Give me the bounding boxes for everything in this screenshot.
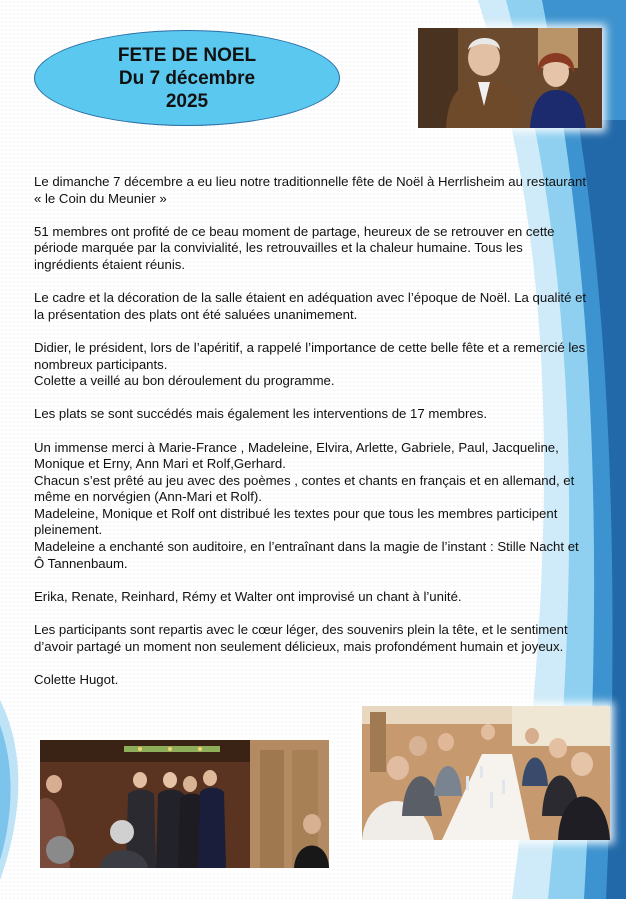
paragraph-conclusion: Les participants sont repartis avec le cœur léger, des souvenirs plein la tête, et le sentiment d’avoir partagé un moment non seulement délicieux, mais profondément humain et joyeux. bbox=[34, 622, 568, 654]
signature: Colette Hugot. bbox=[34, 671, 119, 687]
title-line-3: 2025 bbox=[165, 90, 209, 112]
title-line-2: Du 7 décembre bbox=[118, 67, 256, 89]
photo-couple-portrait bbox=[418, 28, 602, 128]
paragraph-decor: Le cadre et la décoration de la salle étaient en adéquation avec l’époque de Noël. La qualité et la présentation des plats ont été saluées unanimement. bbox=[34, 290, 587, 322]
paragraph-courses: Les plats se sont succédés mais également les interventions de 17 membres. bbox=[34, 406, 488, 422]
photo-members-standing bbox=[40, 740, 329, 868]
title-line-1: FETE DE NOEL bbox=[117, 44, 257, 66]
paragraph-thanks bbox=[34, 440, 590, 573]
title-banner bbox=[34, 30, 340, 126]
paragraph-event-intro: Le dimanche 7 décembre a eu lieu notre traditionnelle fête de Noël à Herrlisheim au restaurant « le Coin du Meunier » bbox=[34, 174, 586, 206]
paragraph-president bbox=[34, 340, 590, 390]
paragraph-improvised-song: Erika, Renate, Reinhard, Rémy et Walter ont improvisé un chant à l’unité. bbox=[34, 588, 462, 604]
paragraph-attendance: 51 membres ont profité de ce beau moment de partage, heureux de se retrouver en cette période marquée par la convivialité, les retrouvailles et la chaleur humaine. Tous les ingrédients étaient réunis. bbox=[34, 223, 555, 272]
president-speech-text: Didier, le président, lors de l’apéritif, a rappelé l’importance de cette belle fête et a remercié les nombreux participants. bbox=[34, 339, 586, 372]
program-text: Colette a veillé au bon déroulement du programme. bbox=[34, 373, 335, 389]
texts-distribution: Madeleine, Monique et Rolf ont distribué les textes pour que tous les membres participent pleinement. bbox=[34, 505, 558, 538]
photo-members-dining-table bbox=[362, 706, 610, 840]
songs-text: Madeleine a enchanté son auditoire, en l’entraînant dans la magie de l’instant : Stille Nacht et Ô Tannenbaum. bbox=[34, 539, 579, 571]
article-body bbox=[34, 174, 590, 705]
poems-text: Chacun s’est prêté au jeu avec des poèmes , contes et chants en français et en allemand, et même en norvégien (Ann-Mari et Rolf). bbox=[34, 472, 575, 505]
thanks-text: Un immense merci à Marie-France , Madeleine, Elvira, Arlette, Gabriele, Paul, Jacqueline, Monique et Erny, Ann Mari et Rolf,Gerhard. bbox=[34, 439, 559, 472]
